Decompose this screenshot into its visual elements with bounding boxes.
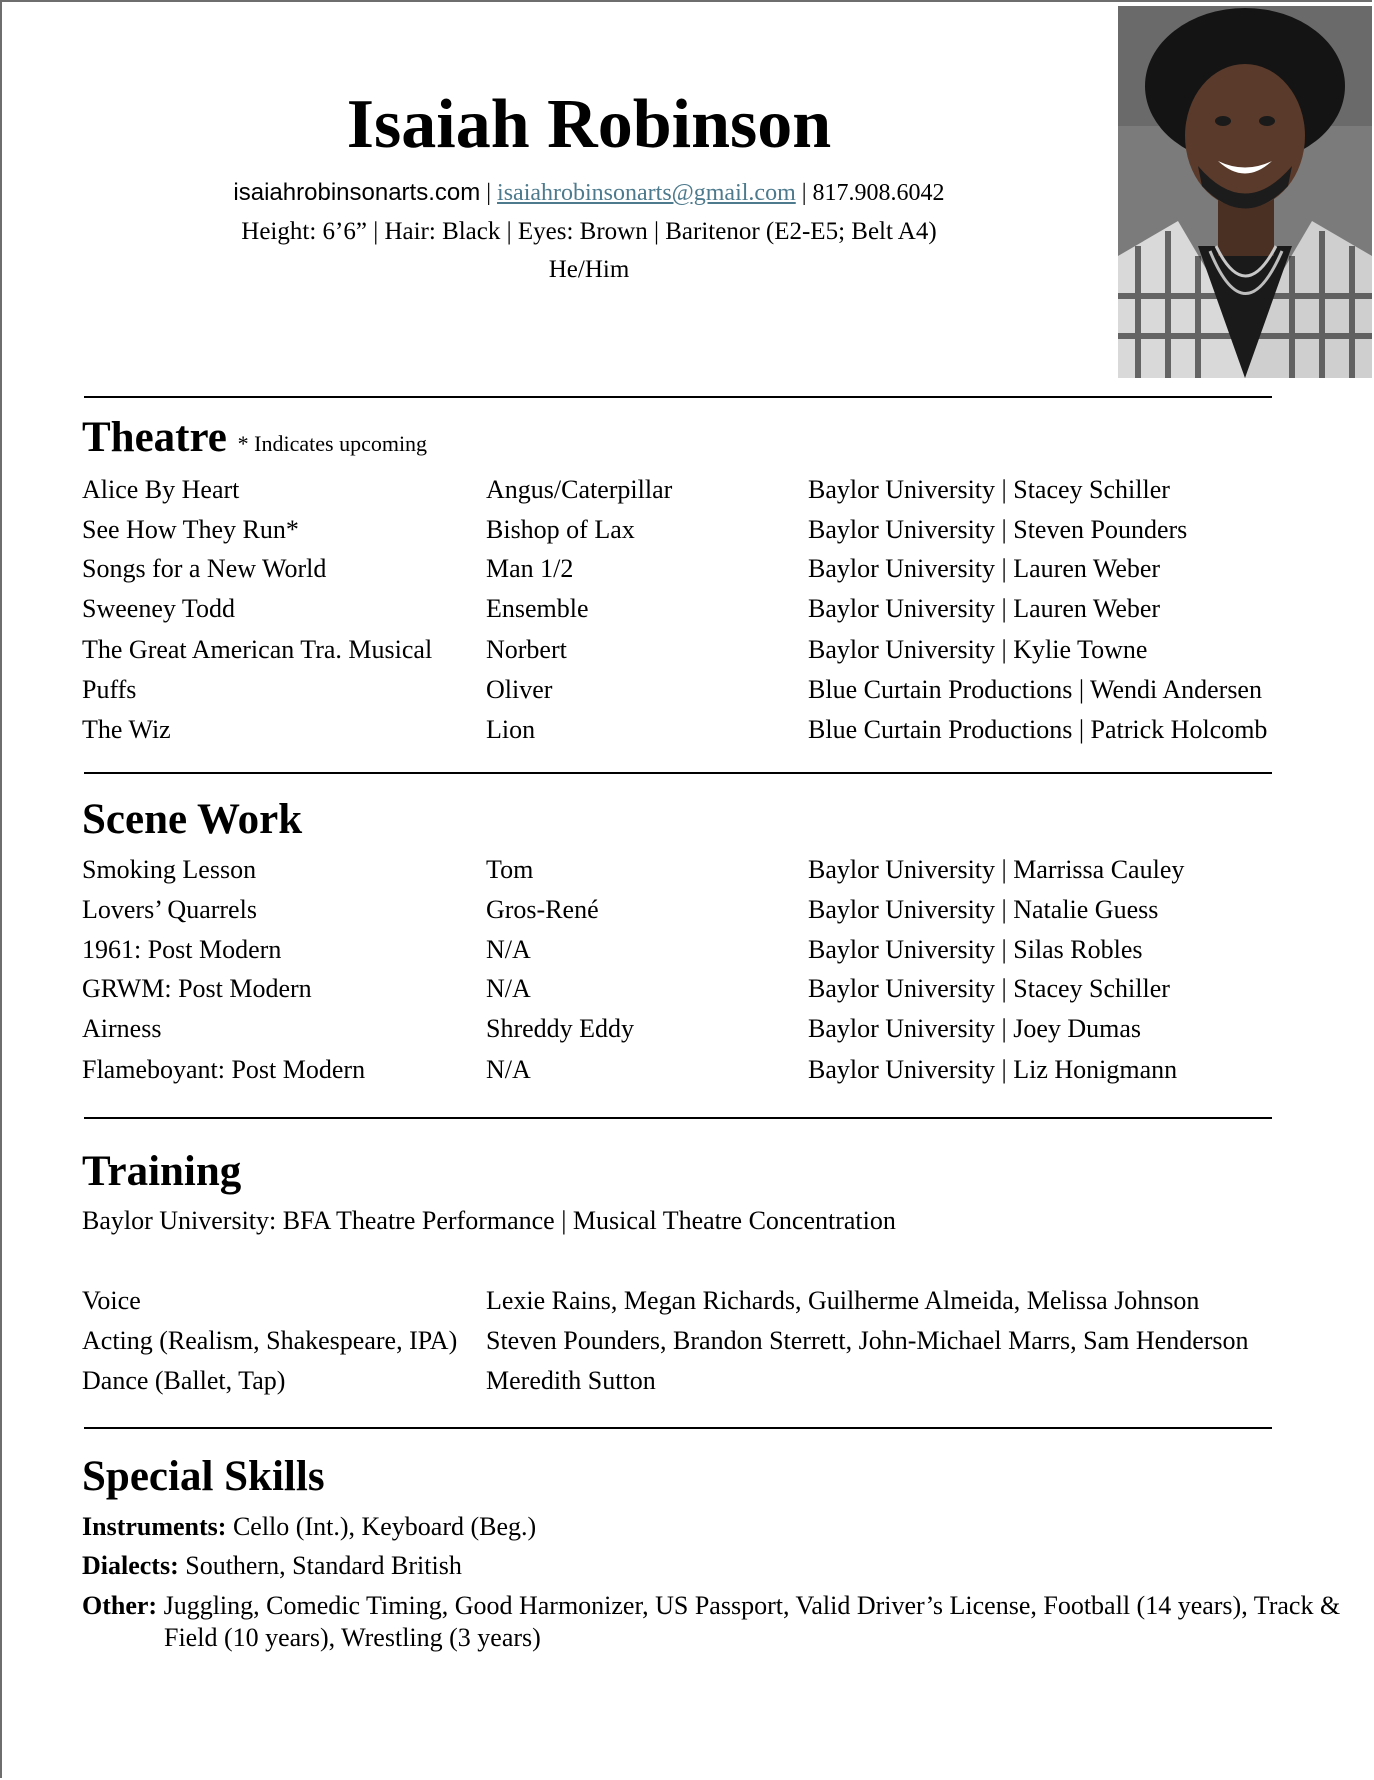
skill-text: Cello (Int.), Keyboard (Beg.) — [232, 1512, 537, 1541]
credit-row — [82, 714, 1322, 746]
scene-row — [82, 854, 1322, 886]
role: N/A — [486, 1055, 531, 1084]
teachers: Steven Pounders, Brandon Sterrett, John-Michael Marrs, Sam Henderson — [486, 1326, 1249, 1355]
role: Gros-René — [486, 895, 599, 924]
credit-row — [82, 634, 1322, 666]
company-director: Baylor University | Steven Pounders — [808, 515, 1188, 544]
company-director: Baylor University | Natalie Guess — [808, 895, 1159, 924]
role: Bishop of Lax — [486, 515, 635, 544]
show-title: Sweeney Todd — [82, 594, 235, 623]
training-area: Voice — [82, 1286, 141, 1315]
company-director: Baylor University | Lauren Weber — [808, 594, 1161, 623]
physical-stats: Height: 6’6” | Hair: Black | Eyes: Brown | Baritenor (E2-E5; Belt A4) — [241, 218, 937, 245]
credit-row — [82, 674, 1322, 706]
theatre-title: Theatre — [82, 414, 227, 461]
teachers: Lexie Rains, Megan Richards, Guilherme Almeida, Melissa Johnson — [486, 1286, 1200, 1315]
email-link[interactable]: isaiahrobinsonarts@gmail.com — [497, 180, 796, 206]
scene-title: Airness — [82, 1014, 162, 1043]
scene-title: Smoking Lesson — [82, 855, 257, 884]
degree-line: Baylor University: BFA Theatre Performance | Musical Theatre Concentration — [82, 1206, 896, 1235]
performer-name: Isaiah Robinson — [346, 86, 832, 163]
skill-label: Dialects: — [82, 1551, 179, 1580]
section-divider — [84, 396, 1272, 398]
role: Angus/Caterpillar — [486, 475, 673, 504]
scene-work-heading: Scene Work — [82, 796, 303, 843]
scene-row — [82, 1054, 1322, 1086]
section-divider — [84, 1427, 1272, 1429]
scene-title: 1961: Post Modern — [82, 935, 282, 964]
teachers: Meredith Sutton — [486, 1366, 656, 1395]
training-area: Acting (Realism, Shakespeare, IPA) — [82, 1326, 458, 1355]
scene-title: Lovers’ Quarrels — [82, 895, 257, 924]
skill-text: Juggling, Comedic Timing, Good Harmonizer, US Passport, Valid Driver’s License, Football (14 years), Track & Field (10 years), Wrestling (3 years) — [163, 1591, 1341, 1652]
company-director: Baylor University | Marrissa Cauley — [808, 855, 1185, 884]
company-director: Baylor University | Lauren Weber — [808, 554, 1161, 583]
company-director: Blue Curtain Productions | Wendi Andersen — [808, 675, 1262, 704]
special-skills-heading: Special Skills — [82, 1453, 325, 1500]
scene-row — [82, 894, 1322, 926]
show-title: Puffs — [82, 675, 137, 704]
show-title: Songs for a New World — [82, 554, 327, 583]
skill-label: Instruments: — [82, 1512, 227, 1541]
resume-header — [0, 80, 1178, 286]
scene-row — [82, 934, 1322, 966]
scene-title: GRWM: Post Modern — [82, 974, 312, 1003]
theatre-heading — [82, 413, 427, 469]
role: Lion — [486, 715, 536, 744]
pronouns: He/Him — [548, 256, 630, 283]
training-heading: Training — [82, 1148, 242, 1195]
credit-row — [82, 474, 1322, 506]
role: Oliver — [486, 675, 553, 704]
website-text: isaiahrobinsonarts.com — [233, 179, 481, 206]
skill-line — [82, 1590, 1374, 1654]
headshot-illustration — [1118, 6, 1372, 378]
company-director: Baylor University | Kylie Towne — [808, 635, 1148, 664]
training-area: Dance (Ballet, Tap) — [82, 1366, 286, 1395]
training-row — [82, 1325, 1322, 1357]
role: Tom — [486, 855, 534, 884]
contact-separator: | — [480, 180, 498, 206]
role: Ensemble — [486, 594, 589, 623]
company-director: Baylor University | Stacey Schiller — [808, 475, 1170, 504]
scene-title: Flameboyant: Post Modern — [82, 1055, 366, 1084]
company-director: Baylor University | Joey Dumas — [808, 1014, 1142, 1043]
skill-label: Other: — [82, 1591, 158, 1620]
show-title: See How They Run* — [82, 515, 299, 544]
show-title: Alice By Heart — [82, 475, 240, 504]
show-title: The Wiz — [82, 715, 171, 744]
scene-row — [82, 1013, 1322, 1045]
credit-row — [82, 514, 1322, 546]
headshot-photo — [1118, 6, 1372, 378]
skill-line — [82, 1511, 1374, 1543]
training-row — [82, 1285, 1322, 1317]
role: Man 1/2 — [486, 554, 574, 583]
company-director: Baylor University | Liz Honigmann — [808, 1055, 1178, 1084]
section-divider — [84, 1117, 1272, 1119]
company-director: Baylor University | Stacey Schiller — [808, 974, 1170, 1003]
company-director: Blue Curtain Productions | Patrick Holcomb — [808, 715, 1268, 744]
role: N/A — [486, 935, 531, 964]
role: Shreddy Eddy — [486, 1014, 635, 1043]
scene-row — [82, 973, 1322, 1005]
credit-row — [82, 553, 1322, 585]
section-divider — [84, 772, 1272, 774]
phone-number: | 817.908.6042 — [795, 180, 945, 206]
contact-line — [0, 178, 1178, 208]
company-director: Baylor University | Silas Robles — [808, 935, 1143, 964]
training-row — [82, 1365, 1322, 1397]
skill-text: Southern, Standard British — [185, 1551, 462, 1580]
skill-line — [82, 1550, 1374, 1582]
credit-row — [82, 593, 1322, 625]
upcoming-note: * Indicates upcoming — [237, 431, 428, 456]
role: Norbert — [486, 635, 567, 664]
role: N/A — [486, 974, 531, 1003]
show-title: The Great American Tra. Musical — [82, 635, 433, 664]
